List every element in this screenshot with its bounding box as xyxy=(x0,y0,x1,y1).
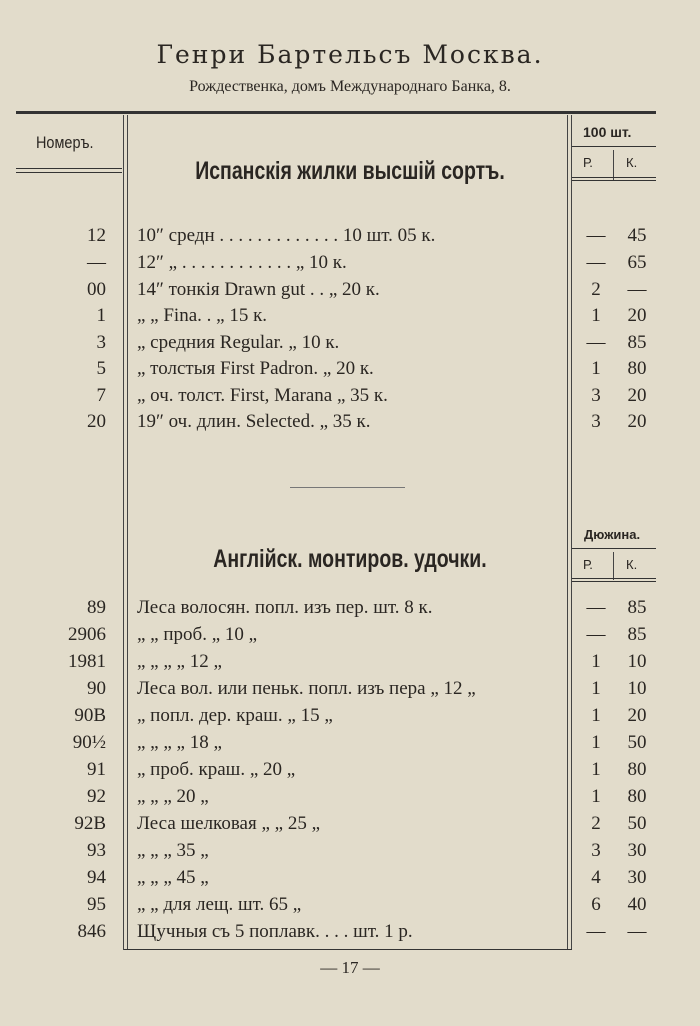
row-description: „ оч. толст. First, Marana „ 35 к. xyxy=(137,385,388,406)
table-row xyxy=(0,411,700,438)
table-row xyxy=(0,305,700,332)
row-description: 12″ „ . . . . . . . . . . . . „ 10 к. xyxy=(137,252,347,273)
kop-header-1: К. xyxy=(626,155,638,170)
row-number: 1 xyxy=(96,305,106,326)
section-divider xyxy=(290,487,405,488)
rub-header-2: Р. xyxy=(583,557,593,572)
row-number: 93 xyxy=(87,840,106,861)
row-kop: 50 xyxy=(627,813,647,834)
row-kop: 30 xyxy=(627,840,647,861)
row-description: „ „ „ „ 18 „ xyxy=(137,732,222,753)
table-row xyxy=(0,894,700,921)
row-rub: 1 xyxy=(591,305,601,326)
row-number: 7 xyxy=(96,385,106,406)
row-description: „ „ для лещ. шт. 65 „ xyxy=(137,894,302,915)
header-rule xyxy=(16,111,656,114)
price-subheader-rule-3 xyxy=(572,578,656,579)
row-rub: 2 xyxy=(591,813,601,834)
row-rub: 3 xyxy=(591,840,601,861)
page-title: Генри Бартельсъ Москва. xyxy=(156,40,544,69)
row-description: „ „ Fina. . „ 15 к. xyxy=(137,305,268,326)
page-number: — 17 — xyxy=(320,958,380,977)
row-rub: 1 xyxy=(591,732,601,753)
row-kop: 10 xyxy=(627,651,647,672)
kop-header-2: К. xyxy=(626,557,638,572)
row-description: „ „ проб. „ 10 „ xyxy=(137,624,258,645)
row-kop: 80 xyxy=(627,358,647,379)
table-row xyxy=(0,678,700,705)
table-row xyxy=(0,921,700,948)
row-kop: 85 xyxy=(627,597,647,618)
row-description: 19″ оч. длин. Selected. „ 35 к. xyxy=(137,411,371,432)
table-row xyxy=(0,332,700,359)
row-kop: 20 xyxy=(627,411,647,432)
table-row xyxy=(0,225,700,252)
row-kop: 45 xyxy=(627,225,647,246)
row-kop: 80 xyxy=(627,786,647,807)
row-rub: — xyxy=(586,921,606,942)
row-rub: — xyxy=(586,252,606,273)
row-rub: 3 xyxy=(591,411,601,432)
price-header-rule xyxy=(572,146,656,147)
row-description: „ средния Regular. „ 10 к. xyxy=(137,332,340,353)
row-number: 90½ xyxy=(72,732,106,753)
row-description: „ „ „ 45 „ xyxy=(137,867,209,888)
row-number: 1981 xyxy=(68,651,106,672)
row-description: Леса шелковая „ „ 25 „ xyxy=(137,813,321,834)
row-description: Леса волосян. попл. изъ пер. шт. 8 к. xyxy=(137,597,433,618)
row-rub: 6 xyxy=(591,894,601,915)
row-rub: 1 xyxy=(591,358,601,379)
table-row xyxy=(0,624,700,651)
rub-header-1: Р. xyxy=(583,155,593,170)
row-rub: 4 xyxy=(591,867,601,888)
row-number: 2906 xyxy=(68,624,106,645)
row-description: Леса вол. или пеньк. попл. изъ пера „ 12 „ xyxy=(137,678,476,699)
row-number: 89 xyxy=(87,597,106,618)
row-number: 95 xyxy=(87,894,106,915)
row-rub: — xyxy=(586,624,606,645)
row-description: „ попл. дер. краш. „ 15 „ xyxy=(137,705,333,726)
row-rub: 1 xyxy=(591,651,601,672)
row-kop: 85 xyxy=(627,332,647,353)
table-row xyxy=(0,279,700,306)
table-row xyxy=(0,358,700,385)
row-description: Щучныя съ 5 поплавк. . . . шт. 1 р. xyxy=(137,921,413,942)
row-number: 20 xyxy=(87,411,106,432)
row-description: 14″ тонкія Drawn gut . . „ 20 к. xyxy=(137,279,380,300)
row-rub: — xyxy=(586,225,606,246)
table-row xyxy=(0,705,700,732)
row-kop: 10 xyxy=(627,678,647,699)
row-description: „ „ „ 20 „ xyxy=(137,786,209,807)
price-dozen-header: Дюжина. xyxy=(584,527,641,542)
row-rub: 1 xyxy=(591,705,601,726)
table-row xyxy=(0,759,700,786)
table-row xyxy=(0,732,700,759)
row-number: 91 xyxy=(87,759,106,780)
row-number: 94 xyxy=(87,867,106,888)
bottom-rule xyxy=(124,949,572,950)
row-description: „ „ „ 35 „ xyxy=(137,840,209,861)
price-subheader-rule-2 xyxy=(572,180,656,181)
row-number: 92 xyxy=(87,786,106,807)
table-row xyxy=(0,786,700,813)
row-kop: 80 xyxy=(627,759,647,780)
row-description: „ „ „ „ 12 „ xyxy=(137,651,222,672)
row-description: 10″ средн . . . . . . . . . . . . . 10 шт. 05 к. xyxy=(137,225,436,246)
row-kop: 20 xyxy=(627,305,647,326)
row-number: 00 xyxy=(87,279,106,300)
row-number: 3 xyxy=(96,332,106,353)
row-number: — xyxy=(87,252,106,273)
row-kop: 20 xyxy=(627,705,647,726)
row-rub: 3 xyxy=(591,385,601,406)
table-row xyxy=(0,252,700,279)
row-number: 5 xyxy=(96,358,106,379)
table-row xyxy=(0,813,700,840)
column-divider-rub-kop-2 xyxy=(613,552,614,580)
price-subheader-rule xyxy=(572,177,656,178)
row-rub: 1 xyxy=(591,786,601,807)
row-rub: 1 xyxy=(591,678,601,699)
row-kop: 30 xyxy=(627,867,647,888)
row-kop: 85 xyxy=(627,624,647,645)
table-row xyxy=(0,651,700,678)
row-kop: 40 xyxy=(627,894,647,915)
row-kop: 65 xyxy=(627,252,647,273)
table-row xyxy=(0,385,700,412)
row-description: „ толстыя First Padron. „ 20 к. xyxy=(137,358,374,379)
row-number: 846 xyxy=(77,921,106,942)
row-kop: 20 xyxy=(627,385,647,406)
row-rub: 1 xyxy=(591,759,601,780)
price-header-rule-2 xyxy=(572,548,656,549)
row-kop: — xyxy=(627,921,647,942)
row-number: 92B xyxy=(74,813,106,834)
section-title-spanish: Испанскія жилки высшій сортъ. xyxy=(195,157,505,185)
section-title-english: Англійск. монтиров. удочки. xyxy=(213,545,487,573)
row-description: „ проб. краш. „ 20 „ xyxy=(137,759,296,780)
number-column-header: Номеръ. xyxy=(36,133,94,152)
row-kop: — xyxy=(627,279,647,300)
row-rub: 2 xyxy=(591,279,601,300)
row-rub: — xyxy=(586,332,606,353)
table-row xyxy=(0,867,700,894)
address-line: Рождественка, домъ Международнаго Банка, 8. xyxy=(189,78,511,95)
row-number: 90B xyxy=(74,705,106,726)
price-subheader-rule-4 xyxy=(572,581,656,582)
row-number: 90 xyxy=(87,678,106,699)
row-number: 12 xyxy=(87,225,106,246)
row-kop: 50 xyxy=(627,732,647,753)
price-100-header: 100 шт. xyxy=(583,124,632,140)
number-header-rule xyxy=(16,168,122,169)
table-row xyxy=(0,840,700,867)
column-divider-rub-kop xyxy=(613,150,614,180)
table-row xyxy=(0,597,700,624)
row-rub: — xyxy=(586,597,606,618)
number-header-rule-2 xyxy=(16,172,122,173)
